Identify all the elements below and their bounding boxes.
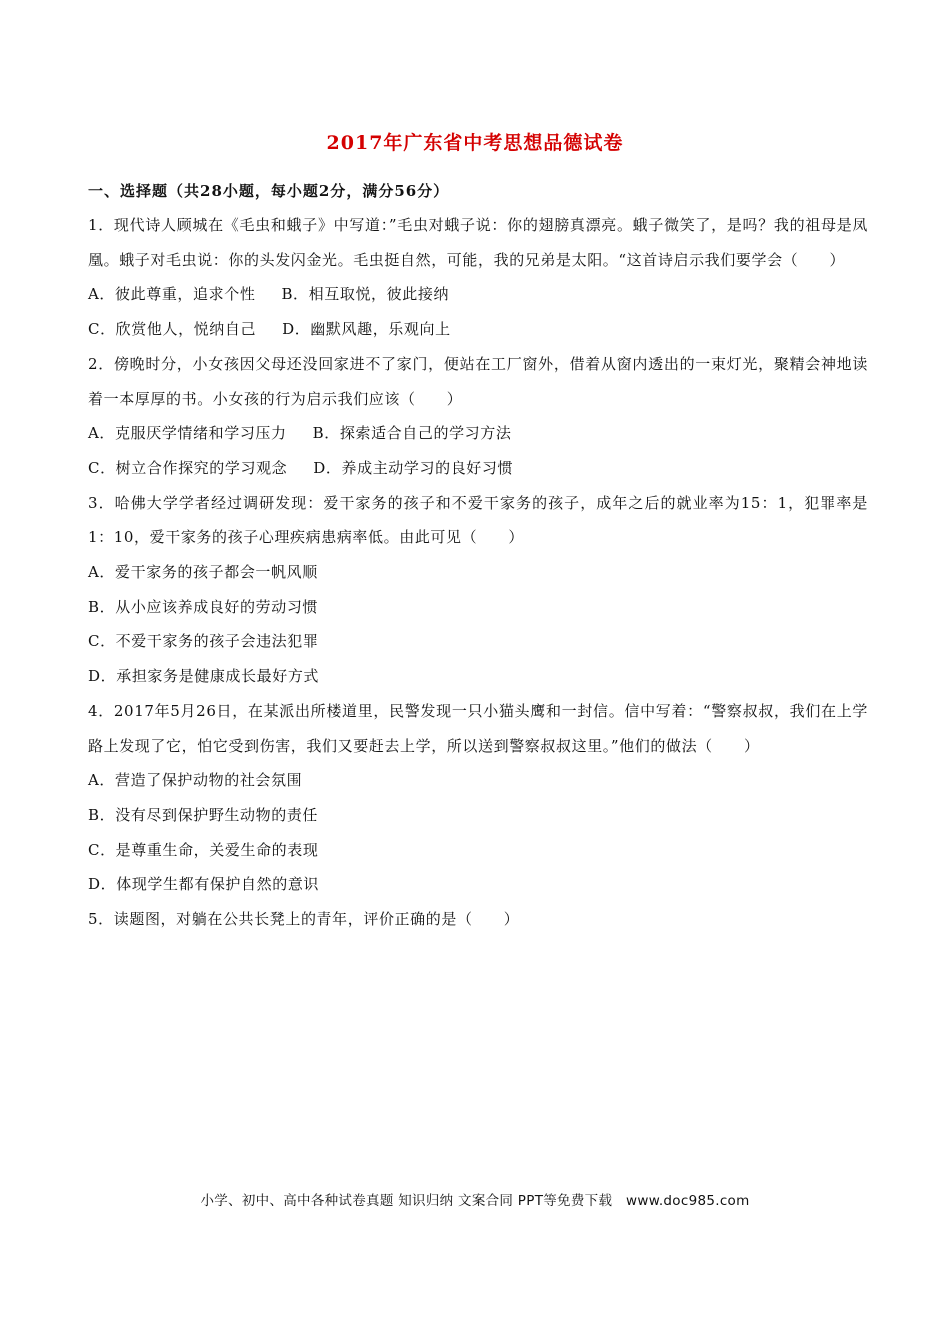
option-d: D．幽默风趣，乐观向上 (282, 320, 451, 339)
document-title: 2017年广东省中考思想品德试卷 (326, 132, 624, 154)
section-heading: 一、选择题（共28小题，每小题2分，满分56分） (88, 182, 450, 200)
question-stem: 3．哈佛大学学者经过调研发现：爱干家务的孩子和不爱干家务的孩子，成年之后的就业率为15：1，犯罪率是1：10，爱干家务的孩子心理疾病患病率低。由此可见（ ） (88, 493, 868, 547)
question-stem: 1．现代诗人顾城在《毛虫和蛾子》中写道：”毛虫对蛾子说：你的翅膀真漂亮。蛾子微笑了，是吗？我的祖母是凤凰。蛾子对毛虫说：你的头发闪金光。毛虫挺自然，可能，我的兄弟是太阳。“这首诗启示我们要学会（ ） (88, 216, 868, 269)
option-row (88, 312, 868, 347)
option-row (88, 277, 868, 312)
option-d: D．承担家务是健康成长最好方式 (88, 667, 320, 686)
question-stem: 2．傍晚时分，小女孩因父母还没回家进不了家门，便站在工厂窗外，借着从窗内透出的一束灯光，聚精会神地读着一本厚厚的书。小女孩的行为启示我们应该（ ） (88, 354, 868, 408)
option-c: C．欣赏他人，悦纳自己 (88, 320, 257, 339)
option-b: B．相互取悦，彼此接纳 (281, 285, 450, 304)
page-footer: 小学、初中、高中各种试卷真题 知识归纳 文案合同 PPT等免费下载 www.doc985.com (200, 1193, 750, 1209)
option-d: D．体现学生都有保护自然的意识 (88, 875, 320, 894)
question-stem: 4．2017年5月26日，在某派出所楼道里，民警发现一只小猫头鹰和一封信。信中写着：“警察叔叔，我们在上学路上发现了它，怕它受到伤害，我们又要赶去上学，所以送到警察叔叔这里。”他们的做法（ ） (88, 701, 868, 755)
option-b: B．探索适合自己的学习方法 (312, 424, 512, 443)
question-list (88, 208, 868, 937)
option-b: B．没有尽到保护野生动物的责任 (88, 805, 319, 824)
question-stem: 5．读题图，对躺在公共长凳上的青年，评价正确的是（ ） (88, 910, 520, 929)
option-d: D．养成主动学习的良好习惯 (313, 458, 514, 477)
option-a: A．营造了保护动物的社会氛围 (88, 771, 303, 790)
option-c: C．树立合作探究的学习观念 (88, 458, 288, 477)
option-c: C．不爱干家务的孩子会违法犯罪 (88, 632, 319, 651)
option-a: A．爱干家务的孩子都会一帆风顺 (88, 563, 318, 582)
option-a: A．彼此尊重，追求个性 (88, 285, 256, 304)
option-a: A．克服厌学情绪和学习压力 (88, 424, 287, 443)
option-b: B．从小应该养成良好的劳动习惯 (88, 597, 319, 616)
option-row (88, 451, 868, 486)
option-row (88, 416, 868, 451)
option-c: C．是尊重生命，关爱生命的表现 (88, 840, 319, 859)
